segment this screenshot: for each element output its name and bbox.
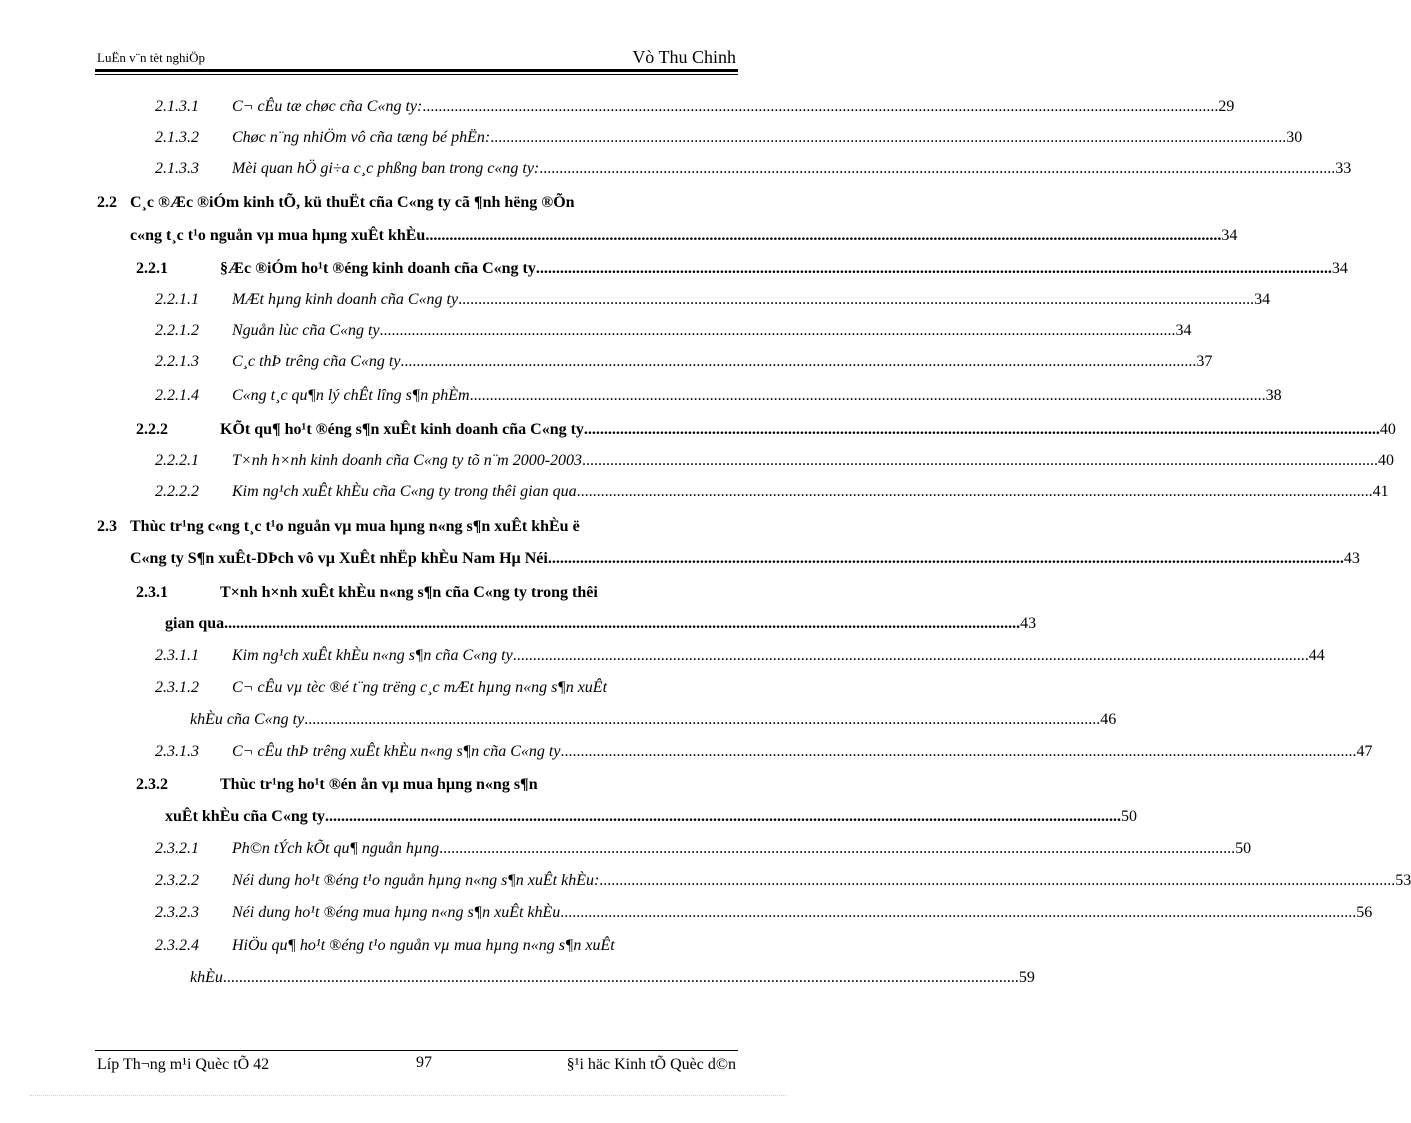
toc-entry-number: 2.2.2.2 [155, 483, 199, 500]
toc-entry-page: 47 [1356, 743, 1373, 760]
toc-dot-leader: ....................................................................................................................................................................................................... [222, 969, 1019, 986]
toc-entry-title: Néi dung ho¹t ®éng t¹o nguån hµng n«ng s¶n xuÊt khÈu: [232, 872, 600, 889]
toc-entry-title: Chøc n¨ng nhiÖm vô cña tæng bé phËn: [232, 129, 491, 146]
toc-entry [0, 711, 1117, 735]
footer-university-label: §¹i häc Kinh tÕ Quèc d©n [566, 1056, 736, 1073]
toc-entry [0, 227, 1238, 251]
toc-entry-title: C¸c thÞ trêng cña C«ng ty [232, 353, 401, 370]
toc-entry [0, 518, 816, 542]
footer-page-number: 97 [416, 1054, 432, 1071]
toc-entry-page: 50 [1121, 808, 1138, 825]
toc-entry [0, 387, 1282, 411]
toc-entry-title: C¸c ®Æc ®iÓm kinh tÕ, kü thuËt cña C«ng ty cã ¶nh hëng ®Õn [130, 194, 575, 211]
toc-entry-number: 2.3 [97, 518, 117, 535]
toc-dot-leader: ....................................................................................................................................................................................................... [512, 647, 1309, 664]
toc-entry-number: 2.3.2.4 [155, 937, 199, 954]
toc-entry-title: C«ng t¸c qu¶n lý chÊt lîng s¶n phÈm [232, 387, 470, 404]
toc-entry-title: xuÊt khÈu cña C«ng ty [165, 808, 326, 825]
toc-entry-number: 2.3.1.1 [155, 647, 199, 664]
toc-dot-leader: ....................................................................................................................................................................................................... [224, 615, 1021, 632]
toc-entry-number: 2.3.2 [136, 776, 168, 793]
toc-entry-page: 30 [1286, 129, 1303, 146]
toc-entry [0, 291, 1271, 315]
toc-dot-leader: ....................................................................................................................................................................................................... [304, 711, 1101, 728]
toc-dot-leader: ....................................................................................................................................................................................................... [325, 808, 1122, 825]
toc-entry [0, 129, 1303, 153]
toc-entry-page: 34 [1221, 227, 1238, 244]
toc-entry [0, 98, 1235, 122]
toc-entry-number: 2.3.2.1 [155, 840, 199, 857]
toc-entry [0, 483, 1389, 507]
toc-entry [0, 679, 816, 703]
toc-entry-number: 2.3.2.3 [155, 904, 199, 921]
toc-dot-leader: ....................................................................................................................................................................................................... [547, 550, 1344, 567]
toc-dot-leader: ....................................................................................................................................................................................................... [560, 743, 1357, 760]
toc-entry [0, 452, 1395, 476]
toc-dot-leader: ....................................................................................................................................................................................................... [469, 387, 1266, 404]
toc-entry [0, 260, 1348, 284]
toc-entry-number: 2.2.1.3 [155, 353, 199, 370]
toc-entry-page: 37 [1196, 353, 1213, 370]
toc-entry-title: Nguån lùc cña C«ng ty [232, 322, 380, 339]
toc-entry-number: 2.1.3.3 [155, 160, 199, 177]
toc-entry-title: khÈu cña C«ng ty [190, 711, 305, 728]
toc-entry [0, 937, 816, 961]
footer-class-label: Líp Th¬ng m¹i Quèc tÕ 42 [97, 1056, 270, 1073]
toc-entry [0, 969, 1035, 993]
toc-entry-page: 34 [1331, 260, 1348, 277]
toc-entry [0, 647, 1325, 671]
toc-entry-page: 29 [1218, 98, 1235, 115]
toc-entry-title: HiÖu qu¶ ho¹t ®éng t¹o nguån vµ mua hµng n«ng s¶n xuÊt [232, 937, 615, 954]
toc-dot-leader: ....................................................................................................................................................................................................... [400, 353, 1197, 370]
toc-entry-title: Kim ng¹ch xuÊt khÈu n«ng s¶n cña C«ng ty [232, 647, 513, 664]
toc-dot-leader: ....................................................................................................................................................................................................... [458, 291, 1255, 308]
toc-entry-title: KÕt qu¶ ho¹t ®éng s¶n xuÊt kinh doanh cña C«ng ty [220, 421, 584, 438]
toc-entry-page: 40 [1378, 452, 1395, 469]
toc-entry-title: C¬ cÊu thÞ trêng xuÊt khÈu n«ng s¶n cña C«ng ty [232, 743, 561, 760]
toc-entry [0, 615, 1037, 639]
toc-entry-page: 38 [1265, 387, 1282, 404]
toc-entry-number: 2.3.1 [136, 584, 168, 601]
toc-entry-page: 33 [1335, 160, 1352, 177]
toc-entry-page: 53 [1395, 872, 1411, 889]
toc-entry-number: 2.2.1.4 [155, 387, 199, 404]
toc-dot-leader: ....................................................................................................................................................................................................... [490, 129, 1287, 146]
toc-entry-title: Mèi quan hÖ gi÷a c¸c phßng ban trong c«ng ty: [232, 160, 540, 177]
toc-entry-title: gian qua [165, 615, 225, 632]
toc-entry [0, 743, 1373, 767]
toc-entry-number: 2.2.2 [136, 421, 168, 438]
toc-entry-title: T×nh h×nh kinh doanh cña C«ng ty tõ n¨m 2000-2003 [232, 452, 583, 469]
header-thesis-label: LuËn v¨n tèt nghiÖp [97, 50, 205, 65]
toc-dot-leader: ....................................................................................................................................................................................................... [582, 452, 1379, 469]
toc-entry-title: Néi dung ho¹t ®éng mua hµng n«ng s¶n xuÊt khÈu [232, 904, 561, 921]
toc-entry-title: Kim ng¹ch xuÊt khÈu cña C«ng ty trong thêi gian qua [232, 483, 577, 500]
toc-entry-page: 56 [1356, 904, 1373, 921]
toc-entry-title: Thùc tr¹ng ho¹t ®én ån vµ mua hµng n«ng s¶n [220, 776, 538, 793]
toc-entry-page: 43 [1343, 550, 1360, 567]
header-rule [95, 69, 738, 75]
toc-dot-leader: ....................................................................................................................................................................................................... [425, 227, 1222, 244]
toc-entry [0, 872, 1411, 896]
toc-entry-number: 2.2.2.1 [155, 452, 199, 469]
toc-entry-title: C¬ cÊu vµ tèc ®é t¨ng trëng c¸c mÆt hµng n«ng s¶n xuÊt [232, 679, 608, 696]
toc-entry-title: C«ng ty S¶n xuÊt-DÞch vô vµ XuÊt nhËp khÈu Nam Hµ Néi [130, 550, 548, 567]
toc-entry-title: C¬ cÊu tæ chøc cña C«ng ty: [232, 98, 423, 115]
toc-entry-number: 2.1.3.2 [155, 129, 199, 146]
toc-entry-title: Thùc tr¹ng c«ng t¸c t¹o nguån vµ mua hµng n«ng s¶n xuÊt khÈu ë [130, 518, 580, 535]
toc-dot-leader: ....................................................................................................................................................................................................... [535, 260, 1332, 277]
footer-rule [95, 1050, 738, 1051]
toc-entry [0, 353, 1213, 377]
toc-dot-leader: ....................................................................................................................................................................................................... [439, 840, 1236, 857]
toc-entry-page: 34 [1254, 291, 1271, 308]
toc-entry-title: MÆt hµng kinh doanh cña C«ng ty [232, 291, 459, 308]
toc-entry-number: 2.1.3.1 [155, 98, 199, 115]
toc-entry [0, 421, 1396, 445]
toc-entry-page: 40 [1379, 421, 1396, 438]
toc-entry-number: 2.2.1.1 [155, 291, 199, 308]
toc-entry-number: 2.2 [97, 194, 117, 211]
toc-entry-title: khÈu [190, 969, 223, 986]
toc-entry [0, 584, 816, 608]
header-author-name: Vò Thu Chinh [632, 47, 736, 67]
toc-entry-number: 2.3.2.2 [155, 872, 199, 889]
toc-entry [0, 776, 816, 800]
toc-dot-leader: ....................................................................................................................................................................................................... [583, 421, 1380, 438]
toc-entry-page: 46 [1100, 711, 1117, 728]
toc-entry-page: 50 [1235, 840, 1252, 857]
toc-entry-page: 41 [1372, 483, 1389, 500]
toc-dot-leader: ....................................................................................................................................................................................................... [599, 872, 1396, 889]
toc-entry [0, 808, 1138, 832]
page-edge-dots [30, 1095, 786, 1096]
toc-entry-page: 43 [1020, 615, 1037, 632]
toc-entry-title: T×nh h×nh xuÊt khÈu n«ng s¶n cña C«ng ty trong thêi [220, 584, 598, 601]
toc-entry-number: 2.3.1.3 [155, 743, 199, 760]
toc-entry-title: c«ng t¸c t¹o nguån vµ mua hµng xuÊt khÈu [130, 227, 426, 244]
toc-entry-title: Ph©n tÝch kÕt qu¶ nguån hµng [232, 840, 440, 857]
toc-entry [0, 904, 1373, 928]
toc-entry [0, 840, 1252, 864]
toc-entry-number: 2.2.1.2 [155, 322, 199, 339]
toc-dot-leader: ....................................................................................................................................................................................................... [539, 160, 1336, 177]
toc-entry-number: 2.2.1 [136, 260, 168, 277]
toc-entry-number: 2.3.1.2 [155, 679, 199, 696]
toc-entry-page: 44 [1308, 647, 1325, 664]
toc-entry-page: 59 [1018, 969, 1035, 986]
toc-entry [0, 160, 1352, 184]
toc-dot-leader: ....................................................................................................................................................................................................... [379, 322, 1176, 339]
toc-entry-page: 34 [1175, 322, 1192, 339]
toc-entry [0, 550, 1360, 574]
toc-dot-leader: ....................................................................................................................................................................................................... [576, 483, 1373, 500]
toc-entry [0, 322, 1192, 346]
toc-entry-title: §Æc ®iÓm ho¹t ®éng kinh doanh cña C«ng ty [220, 260, 536, 277]
toc-dot-leader: ....................................................................................................................................................................................................... [422, 98, 1219, 115]
toc-dot-leader: ....................................................................................................................................................................................................... [560, 904, 1357, 921]
toc-entry [0, 194, 816, 218]
